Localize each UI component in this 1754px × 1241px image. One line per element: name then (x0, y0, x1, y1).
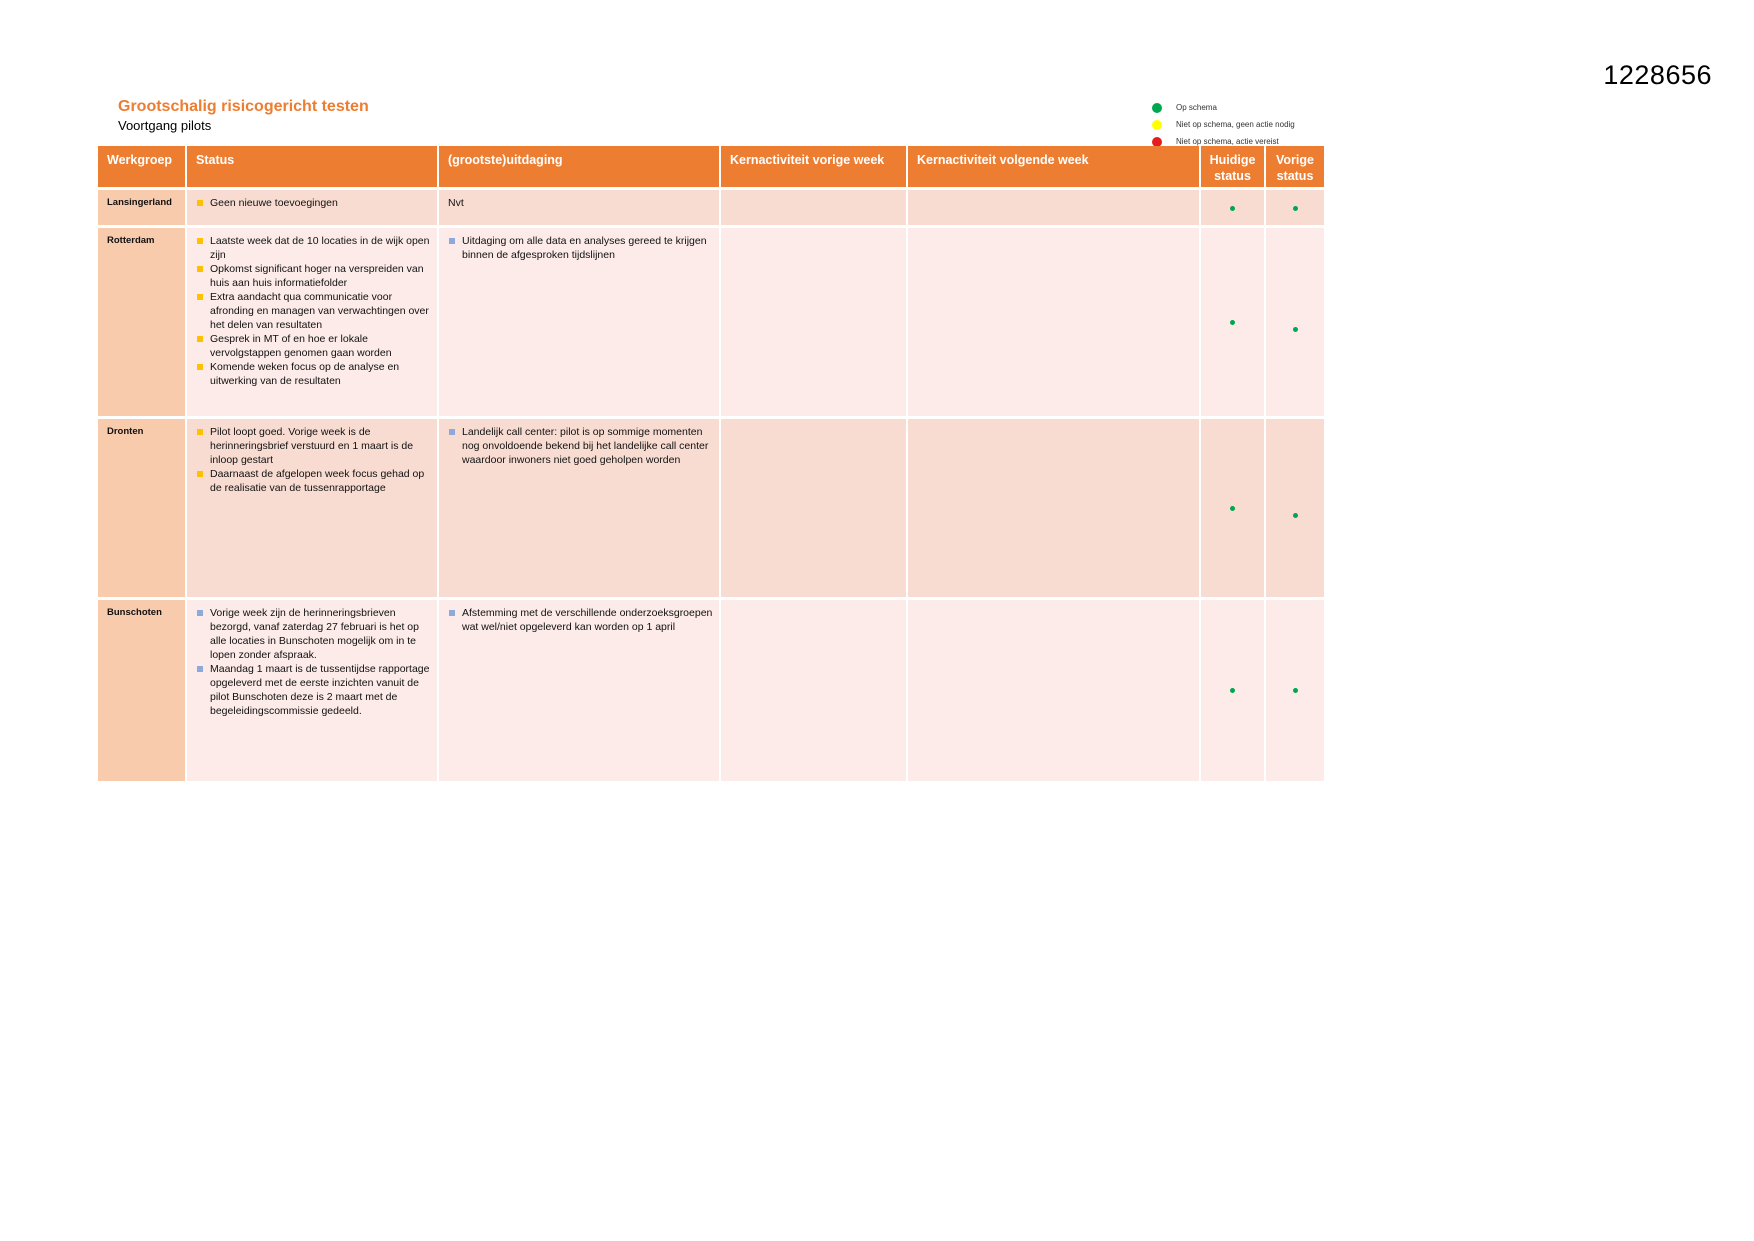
bullet-item (196, 262, 431, 290)
page-title: Grootschalig risicogericht testen (118, 98, 369, 115)
status-dot-icon (1230, 320, 1235, 325)
bullet-text: Daarnaast de afgelopen week focus gehad op de realisatie van de tussenrapportage (210, 468, 425, 494)
square-bullet-icon (197, 610, 203, 616)
status-dot-icon (1230, 688, 1235, 693)
bullet-text: Afstemming met de verschillende onderzoeksgroepen wat wel/niet opgeleverd kan worden op 1 april (462, 607, 713, 633)
table-row (98, 418, 1325, 599)
werkgroep-cell: Bunschoten (98, 599, 186, 781)
square-bullet-icon (197, 294, 203, 300)
vorige-status-cell (1265, 189, 1325, 227)
status-list (196, 234, 431, 388)
uitdaging-list (448, 234, 713, 262)
uitdaging-cell (438, 418, 720, 599)
bullet-text: Laatste week dat de 10 locaties in de wijk open zijn (210, 235, 430, 261)
bullet-item (448, 606, 713, 634)
bullet-text: Geen nieuwe toevoegingen (210, 197, 338, 209)
status-dot-icon (1293, 327, 1298, 332)
table-header-row (98, 146, 1325, 189)
page-subtitle: Voortgang pilots (118, 118, 212, 133)
column-header-vorige-status: Vorige status (1265, 146, 1325, 189)
pilot-progress-table (98, 146, 1326, 781)
legend-item-off-schedule-no-action (1152, 116, 1352, 133)
bullet-item (196, 332, 431, 360)
square-bullet-icon (197, 666, 203, 672)
bullet-item (196, 360, 431, 388)
table-row (98, 599, 1325, 781)
status-cell (186, 227, 438, 418)
uitdaging-list (448, 606, 713, 634)
status-dot-icon (1293, 513, 1298, 518)
legend-item-on-schedule (1152, 99, 1352, 116)
column-header-werkgroep: Werkgroep (98, 146, 186, 189)
square-bullet-icon (197, 429, 203, 435)
bullet-item (196, 662, 431, 718)
bullet-item (196, 606, 431, 662)
bullet-item (196, 425, 431, 467)
kern-volgende-cell (907, 189, 1200, 227)
uitdaging-cell (438, 189, 720, 227)
document-number: 1228656 (1603, 60, 1712, 90)
status-dot-icon (1293, 206, 1298, 211)
bullet-text: Uitdaging om alle data en analyses gereed te krijgen binnen de afgesproken tijdslijnen (462, 235, 707, 261)
bullet-text: Gesprek in MT of en hoe er lokale vervolgstappen genomen gaan worden (210, 333, 392, 359)
legend-label: Niet op schema, geen actie nodig (1176, 120, 1295, 129)
bullet-item (448, 425, 713, 467)
bullet-item (196, 234, 431, 262)
square-bullet-icon (449, 610, 455, 616)
status-cell (186, 599, 438, 781)
bullet-text: Maandag 1 maart is de tussentijdse rapportage opgeleverd met de eerste inzichten vanuit de pilot Bunschoten deze is 2 maart met de begeleidingscommissie gedeeld. (210, 663, 430, 717)
kern-volgende-cell (907, 418, 1200, 599)
kern-volgende-cell (907, 227, 1200, 418)
vorige-status-cell (1265, 418, 1325, 599)
square-bullet-icon (197, 266, 203, 272)
status-list (196, 196, 431, 210)
huidige-status-cell (1200, 227, 1265, 418)
square-bullet-icon (197, 471, 203, 477)
bullet-text: Landelijk call center: pilot is op sommige momenten nog onvoldoende bekend bij het landelijke call center waardoor inwoners niet goed geholpen worden (462, 426, 709, 466)
huidige-status-cell (1200, 189, 1265, 227)
bullet-item (448, 234, 713, 262)
bullet-item (196, 290, 431, 332)
werkgroep-cell: Dronten (98, 418, 186, 599)
werkgroep-cell: Lansingerland (98, 189, 186, 227)
bullet-item (196, 467, 431, 495)
yellow-dot-icon (1152, 120, 1162, 130)
square-bullet-icon (197, 336, 203, 342)
status-list (196, 425, 431, 495)
status-cell (186, 189, 438, 227)
kern-vorige-cell (720, 189, 907, 227)
kern-volgende-cell (907, 599, 1200, 781)
kern-vorige-cell (720, 227, 907, 418)
huidige-status-cell (1200, 418, 1265, 599)
uitdaging-cell (438, 227, 720, 418)
uitdaging-list (448, 425, 713, 467)
bullet-item (196, 196, 431, 210)
column-header-status: Status (186, 146, 438, 189)
status-dot-icon (1230, 506, 1235, 511)
square-bullet-icon (449, 238, 455, 244)
table-row (98, 189, 1325, 227)
bullet-text: Komende weken focus op de analyse en uitwerking van de resultaten (210, 361, 400, 387)
column-header-kern-vorige: Kernactiviteit vorige week (720, 146, 907, 189)
uitdaging-cell (438, 599, 720, 781)
column-header-huidige-status: Huidige status (1200, 146, 1265, 189)
red-dot-icon (1152, 137, 1162, 147)
bullet-text: Extra aandacht qua communicatie voor afronding en managen van verwachtingen over het delen van resultaten (210, 291, 429, 331)
bullet-text: Vorige week zijn de herinneringsbrieven bezorgd, vanaf zaterdag 27 februari is het op alle locaties in Bunschoten mogelijk om in te lopen zonder afspraak. (210, 607, 419, 661)
green-dot-icon (1152, 103, 1162, 113)
legend-label: Op schema (1176, 103, 1217, 112)
status-dot-icon (1293, 688, 1298, 693)
table-row (98, 227, 1325, 418)
status-cell (186, 418, 438, 599)
column-header-uitdaging: (grootste)uitdaging (438, 146, 720, 189)
vorige-status-cell (1265, 227, 1325, 418)
bullet-text: Pilot loopt goed. Vorige week is de herinneringsbrief verstuurd en 1 maart is de inloop gestart (210, 426, 414, 466)
status-dot-icon (1230, 206, 1235, 211)
square-bullet-icon (197, 238, 203, 244)
uitdaging-text: Nvt (448, 197, 464, 209)
kern-vorige-cell (720, 418, 907, 599)
column-header-kern-volgende: Kernactiviteit volgende week (907, 146, 1200, 189)
werkgroep-cell: Rotterdam (98, 227, 186, 418)
legend-label: Niet op schema, actie vereist (1176, 137, 1279, 146)
huidige-status-cell (1200, 599, 1265, 781)
status-legend (1152, 99, 1352, 150)
bullet-text: Opkomst significant hoger na verspreiden van huis aan huis informatiefolder (210, 263, 424, 289)
square-bullet-icon (449, 429, 455, 435)
status-list (196, 606, 431, 718)
vorige-status-cell (1265, 599, 1325, 781)
square-bullet-icon (197, 364, 203, 370)
kern-vorige-cell (720, 599, 907, 781)
square-bullet-icon (197, 200, 203, 206)
